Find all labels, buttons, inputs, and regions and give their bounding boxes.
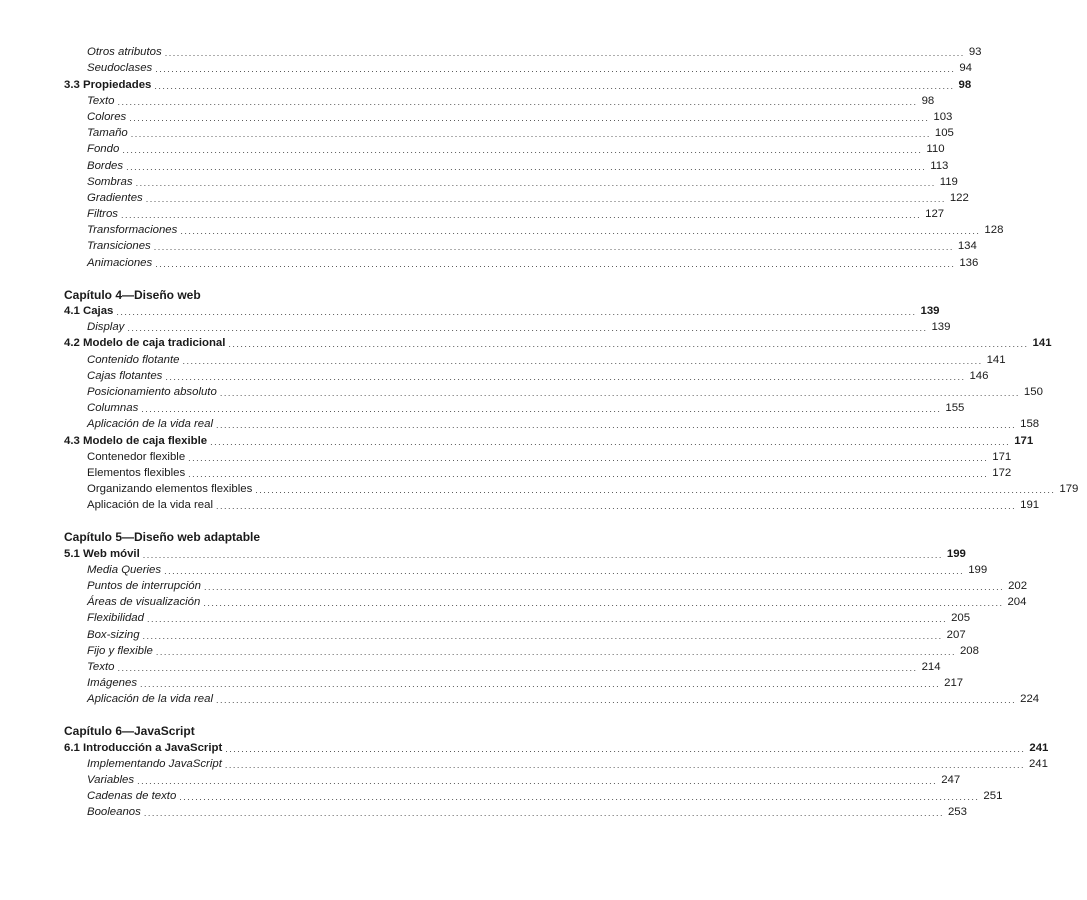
dot-leader: ........................................................................................................................................................................................................ [255,485,1056,496]
toc-entry-page-number: 141 [986,353,1006,366]
toc-subsection-entry [64,368,989,384]
dot-leader: ........................................................................................................................................................................................................ [135,177,936,188]
dot-leader: ........................................................................................................................................................................................................ [153,242,954,253]
toc-entry-label: Posicionamiento absoluto [87,385,217,398]
dot-leader: ........................................................................................................................................................................................................ [188,452,989,463]
toc-entry-page-number: 241 [1029,741,1049,754]
toc-entry-page-number: 119 [939,175,958,188]
toc-entry-label: Bordes [87,159,124,172]
dot-leader: ........................................................................................................................................................................................................ [210,436,1011,447]
toc-subsection-entry [64,449,1012,465]
toc-entry-label: Media Queries [87,563,162,576]
dot-leader: ........................................................................................................................................................................................................ [224,759,1025,770]
dot-leader: ........................................................................................................................................................................................................ [140,679,941,690]
toc-entry-label: Transiciones [87,240,151,253]
toc-entry-page-number: 207 [946,628,966,641]
toc-entry-page-number: 214 [921,660,941,673]
toc-entry-page-number: 171 [1014,434,1034,447]
dot-leader: ........................................................................................................................................................................................................ [216,420,1017,431]
chapter-heading: Capítulo 6—JavaScript [64,724,195,739]
toc-entry-page-number: 122 [949,191,969,204]
toc-entry-label: Aplicación de la vida real [87,499,214,512]
toc-entry-page-number: 253 [947,806,967,819]
dot-leader: ........................................................................................................................................................................................................ [180,226,981,237]
dot-leader: ........................................................................................................................................................................................................ [155,64,956,75]
dot-leader: ........................................................................................................................................................................................................ [203,598,1004,609]
toc-subsection-entry [64,497,1040,513]
toc-entry-page-number: 224 [1020,693,1040,706]
toc-subsection-entry [64,465,1012,481]
toc-subsection-entry [64,319,951,335]
dot-leader: ........................................................................................................................................................................................................ [155,646,956,657]
toc-entry-label: 6.1 Introducción a JavaScript [64,741,223,754]
dot-leader: ........................................................................................................................................................................................................ [182,355,983,366]
dot-leader: ........................................................................................................................................................................................................ [129,112,930,123]
chapter-heading: Capítulo 5—Diseño web adaptable [64,530,261,545]
toc-subsection-entry [64,578,1028,594]
toc-entry-page-number: 150 [1023,385,1043,398]
toc-subsection-entry [64,416,1040,432]
dot-leader: ........................................................................................................................................................................................................ [154,80,955,91]
toc-entry-label: Cadenas de texto [87,790,177,803]
toc-entry-label: Texto [87,94,115,107]
toc-subsection-entry [64,400,965,416]
toc-entry-label: 4.2 Modelo de caja tradicional [64,337,226,350]
toc-entry-label: Gradientes [87,191,143,204]
toc-entry-page-number: 146 [969,369,989,382]
toc-entry-label: Aplicación de la vida real [87,693,214,706]
toc-entry-page-number: 110 [926,143,945,156]
dot-leader: ........................................................................................................................................................................................................ [121,210,922,221]
toc-entry-page-number: 241 [1028,757,1048,770]
toc-subsection-entry [64,254,979,270]
toc-entry-page-number: 93 [968,46,982,59]
toc-entry-page-number: 205 [951,612,971,625]
toc-entry-label: Cajas flotantes [87,369,163,382]
toc-entry-label: Fijo y flexible [87,644,153,657]
toc-entry-page-number: 199 [968,563,988,576]
dot-leader: ........................................................................................................................................................................................................ [203,582,1005,592]
toc-entry-page-number: 199 [946,547,966,560]
toc-entry-page-number: 202 [1008,580,1028,592]
toc-entry-page-number: 105 [934,127,954,140]
toc-entry-label: Implementando JavaScript [87,757,222,770]
dot-leader: ........................................................................................................................................................................................................ [179,792,980,803]
toc-entry-label: Columnas [87,402,139,415]
toc-entry-page-number: 247 [941,774,961,787]
dot-leader: ........................................................................................................................................................................................................ [228,339,1029,350]
toc-entry-label: Fondo [87,143,120,156]
dot-leader: ........................................................................................................................................................................................................ [141,404,942,415]
toc-subsection-entry [64,109,953,125]
toc-entry-label: Colores [87,110,127,123]
dot-leader: ........................................................................................................................................................................................................ [122,145,923,156]
dot-leader: ........................................................................................................................................................................................................ [155,258,956,269]
dot-leader: ........................................................................................................................................................................................................ [146,614,948,625]
dot-leader: ........................................................................................................................................................................................................ [164,48,965,59]
dot-leader: ........................................................................................................................................................................................................ [142,630,943,641]
toc-subsection-entry [64,384,1043,400]
toc-subsection-entry [64,206,945,222]
toc-entry-label: Booleanos [87,806,141,819]
toc-subsection-entry [64,804,967,820]
toc-entry-page-number: 139 [931,321,951,334]
dot-leader: ........................................................................................................................................................................................................ [127,323,928,334]
toc-subsection-entry [64,594,1027,610]
toc-subsection-entry [64,691,1040,707]
toc-entry-label: Organizando elementos flexibles [87,483,253,496]
toc-entry-label: Sombras [87,175,133,188]
toc-entry-page-number: 208 [959,644,979,657]
table-of-contents [64,44,1079,820]
toc-entry-label: Filtros [87,208,119,221]
toc-subsection-entry [64,626,966,642]
dot-leader: ........................................................................................................................................................................................................ [188,468,989,479]
toc-subsection-entry [64,659,941,675]
toc-entry-page-number: 136 [959,256,979,269]
toc-entry-label: Variables [87,774,135,787]
toc-entry-page-number: 127 [925,208,945,221]
toc-entry-page-number: 139 [920,305,940,317]
dot-leader: ........................................................................................................................................................................................................ [145,193,946,204]
toc-entry-page-number: 191 [1020,499,1040,512]
toc-subsection-entry [64,44,982,60]
toc-subsection-entry [64,93,935,109]
toc-entry-page-number: 94 [959,62,973,75]
toc-section-entry [64,740,1049,756]
toc-entry-page-number: 172 [992,466,1012,479]
toc-entry-label: 5.1 Web móvil [64,547,140,560]
toc-subsection-entry [64,610,971,626]
toc-subsection-entry [64,222,1004,238]
toc-entry-page-number: 134 [957,240,977,253]
dot-leader: ........................................................................................................................................................................................................ [142,549,943,560]
toc-entry-page-number: 217 [944,677,964,690]
toc-entry-label: Áreas de visualización [87,596,201,609]
toc-subsection-entry [64,238,977,254]
toc-subsection-entry [64,60,973,76]
toc-entry-label: Imágenes [87,677,138,690]
toc-subsection-entry [64,141,945,157]
toc-entry-label: Aplicación de la vida real [87,418,214,431]
toc-entry-page-number: 98 [958,78,972,91]
toc-entry-label: Texto [87,660,115,673]
dot-leader: ........................................................................................................................................................................................................ [130,129,931,140]
dot-leader: ........................................................................................................................................................................................................ [164,565,965,576]
toc-subsection-entry [64,351,1006,367]
toc-entry-page-number: 103 [933,110,953,123]
toc-entry-page-number: 141 [1032,337,1052,350]
toc-subsection-entry [64,772,961,788]
dot-leader: ........................................................................................................................................................................................................ [117,662,918,673]
toc-entry-label: Seudoclases [87,62,153,75]
dot-leader: ........................................................................................................................................................................................................ [219,387,1020,398]
toc-entry-label: Transformaciones [87,224,178,237]
toc-section-entry [64,76,972,92]
dot-leader: ........................................................................................................................................................................................................ [126,161,927,172]
dot-leader: ........................................................................................................................................................................................................ [117,96,918,107]
toc-entry-page-number: 128 [984,224,1004,237]
toc-subsection-entry [64,481,1079,497]
toc-subsection-entry [64,562,988,578]
toc-subsection-entry [64,125,954,141]
toc-subsection-entry [64,157,949,173]
toc-section-entry [64,303,940,319]
toc-entry-label: Tamaño [87,127,128,140]
toc-entry-page-number: 204 [1007,596,1027,609]
dot-leader: ........................................................................................................................................................................................................ [216,695,1017,706]
toc-entry-label: Flexibilidad [87,612,144,625]
toc-section-entry [64,545,966,561]
dot-leader: ........................................................................................................................................................................................................ [143,808,944,819]
toc-entry-page-number: 98 [921,94,935,107]
toc-section-entry [64,335,1052,351]
toc-subsection-entry [64,190,969,206]
toc-entry-label: Contenedor flexible [87,450,186,463]
toc-entry-label: Elementos flexibles [87,466,186,479]
toc-section-entry [64,432,1034,448]
toc-subsection-entry [64,675,964,691]
dot-leader: ........................................................................................................................................................................................................ [116,307,917,317]
toc-entry-page-number: 158 [1020,418,1040,431]
toc-entry-label: 4.3 Modelo de caja flexible [64,434,208,447]
toc-entry-label: Box-sizing [87,628,140,641]
toc-entry-page-number: 171 [992,450,1012,463]
toc-subsection-entry [64,756,1048,772]
toc-entry-label: Display [87,321,125,334]
toc-subsection-entry [64,174,958,190]
toc-entry-page-number: 179 [1059,483,1079,496]
toc-entry-label: Puntos de interrupción [87,580,201,592]
toc-entry-page-number: 155 [945,402,965,415]
toc-entry-page-number: 251 [983,790,1003,803]
toc-subsection-entry [64,788,1003,804]
toc-entry-label: 3.3 Propiedades [64,78,152,91]
dot-leader: ........................................................................................................................................................................................................ [216,501,1017,512]
dot-leader: ........................................................................................................................................................................................................ [165,371,966,382]
dot-leader: ........................................................................................................................................................................................................ [225,743,1026,754]
toc-entry-label: Otros atributos [87,46,162,59]
toc-entry-page-number: 113 [930,159,949,172]
toc-entry-label: Contenido flotante [87,353,180,366]
chapter-heading: Capítulo 4—Diseño web [64,287,201,302]
toc-entry-label: 4.1 Cajas [64,305,114,317]
toc-entry-label: Animaciones [87,256,153,269]
toc-subsection-entry [64,643,979,659]
dot-leader: ........................................................................................................................................................................................................ [137,776,938,787]
